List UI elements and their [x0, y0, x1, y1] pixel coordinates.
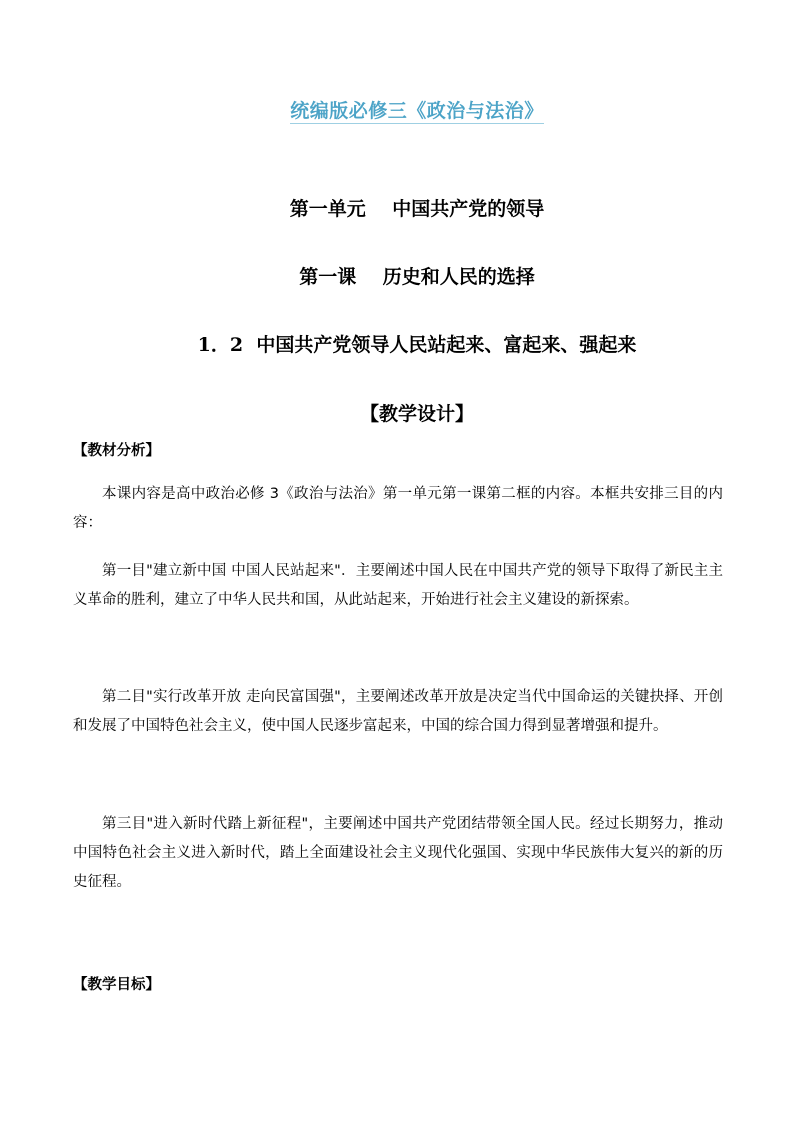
lesson-title: 第一课 历史和人民的选择 [299, 266, 535, 288]
unit-title: 第一单元 中国共产党的领导 [289, 198, 545, 220]
teaching-goals-heading: 【教学目标】 [73, 977, 160, 993]
material-analysis-paragraph-3: 第二目"实行改革开放 走向民富国强"，主要阐述改革开放是决定当代中国命运的关键抉择、开创和发展了中国特色社会主义，使中国人民逐步富起来，中国的综合国力得到显著增强和提升。 [73, 689, 723, 734]
material-analysis-paragraph-2: 第一目"建立新中国 中国人民站起来"．主要阐述中国人民在中国共产党的领导下取得了新民主主义革命的胜利，建立了中华人民共和国，从此站起来，开始进行社会主义建设的新探索。 [73, 563, 723, 608]
material-analysis-paragraph-1: 本课内容是高中政治必修 3《政治与法治》第一单元第一课第二框的内容。本框共安排三目的内容： [73, 486, 723, 531]
document-title [0, 96, 794, 123]
document-title-text: 统编版必修三《政治与法治》 [290, 100, 544, 122]
material-analysis-heading: 【教材分析】 [73, 443, 160, 459]
section-title: 1．2 中国共产党领导人民站起来、富起来、强起来 [197, 334, 637, 356]
teaching-design-heading: 【教学设计】 [359, 403, 474, 425]
material-analysis-paragraph-4: 第三目"进入新时代踏上新征程"，主要阐述中国共产党团结带领全国人民。经过长期努力，推动中国特色社会主义进入新时代，踏上全面建设社会主义现代化强国、实现中华民族伟大复兴的新的历史征程。 [73, 816, 723, 890]
